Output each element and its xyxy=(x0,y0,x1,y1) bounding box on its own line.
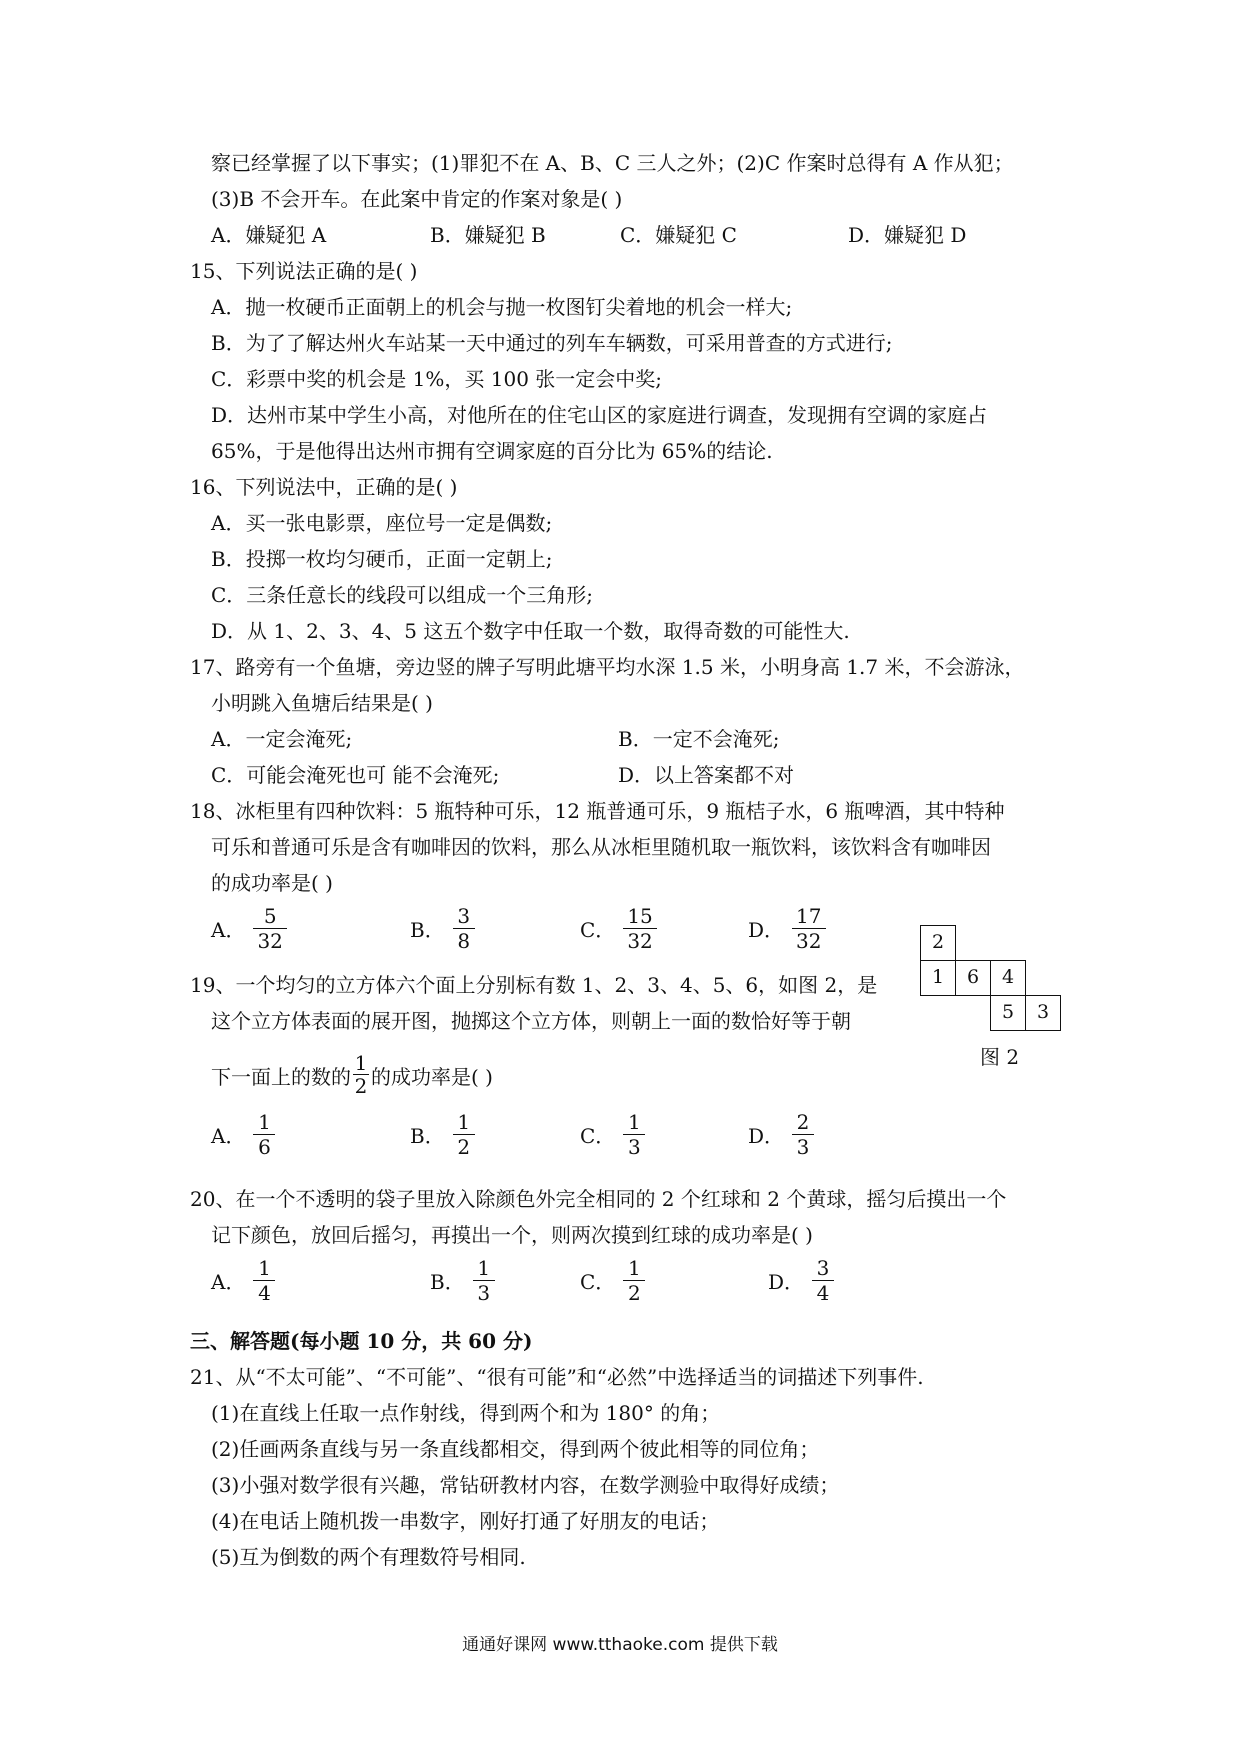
option-label: A． xyxy=(211,1270,246,1294)
denominator: 3 xyxy=(477,1281,491,1305)
option-label: C． xyxy=(580,918,616,942)
option-label: B． xyxy=(410,918,445,942)
option-label: A． xyxy=(211,918,246,942)
q21-item: (1)在直线上任取一点作射线，得到两个和为 180° 的角； xyxy=(211,1401,721,1425)
q17-option-d: D．以上答案都不对 xyxy=(618,763,795,787)
q21-stem: 21、从“不太可能”、“不可能”、“很有可能”和“必然”中选择适当的词描述下列事件. xyxy=(190,1365,924,1389)
net-cell: 5 xyxy=(990,995,1026,1031)
q16-option-c: C．三条任意长的线段可以组成一个三角形; xyxy=(211,583,594,607)
q16-option-a: A．买一张电影票，座位号一定是偶数; xyxy=(211,511,553,535)
option-label: D． xyxy=(748,1124,785,1148)
q14-option-d: D．嫌疑犯 D xyxy=(848,223,967,247)
q17-line1: 17、路旁有一个鱼塘，旁边竖的牌子写明此塘平均水深 1.5 米，小明身高 1.7 米，不会游泳， xyxy=(190,655,1025,679)
q20-option-c xyxy=(580,1256,645,1305)
option-label: D． xyxy=(748,918,785,942)
numerator: 3 xyxy=(457,904,471,928)
fraction xyxy=(623,1110,645,1159)
option-label: D． xyxy=(768,1270,805,1294)
q14-option-a: A．嫌疑犯 A xyxy=(211,223,327,247)
q18-option-b xyxy=(410,904,475,953)
q20-line1: 20、在一个不透明的袋子里放入除颜色外完全相同的 2 个红球和 2 个黄球，摇匀后摸出一个 xyxy=(190,1187,1007,1211)
fraction xyxy=(812,1256,834,1305)
q16-option-d: D．从 1、2、3、4、5 这五个数字中任取一个数，取得奇数的可能性大. xyxy=(211,619,850,643)
q14-line1: 察已经掌握了以下事实；(1)罪犯不在 A、B、C 三人之外；(2)C 作案时总得有 A 作从犯； xyxy=(211,151,1014,175)
fraction xyxy=(792,1110,814,1159)
net-cell: 3 xyxy=(1025,995,1061,1031)
inline-fraction xyxy=(353,1052,369,1097)
numerator: 1 xyxy=(258,1256,271,1280)
q14-option-c: C．嫌疑犯 C xyxy=(620,223,737,247)
q17-option-a: A．一定会淹死; xyxy=(211,727,353,751)
q14-option-b: B．嫌疑犯 B xyxy=(430,223,546,247)
q19-line1: 19、一个均匀的立方体六个面上分别标有数 1、2、3、4、5、6，如图 2，是 xyxy=(190,973,878,997)
denominator: 4 xyxy=(816,1281,830,1305)
q15-option-b: B．为了了解达州火车站某一天中通过的列车车辆数，可采用普查的方式进行; xyxy=(211,331,893,355)
figure-caption: 图 2 xyxy=(980,1045,1020,1069)
q16-option-b: B．投掷一枚均匀硬币，正面一定朝上; xyxy=(211,547,553,571)
numerator: 1 xyxy=(457,1110,471,1134)
denominator: 3 xyxy=(796,1135,810,1159)
fraction xyxy=(473,1256,495,1305)
net-cell: 1 xyxy=(920,960,956,996)
q19-line3 xyxy=(211,1051,493,1101)
fraction xyxy=(623,904,656,953)
q17-line2: 小明跳入鱼塘后结果是( ) xyxy=(211,691,433,715)
q15-stem: 15、下列说法正确的是( ) xyxy=(190,259,418,283)
numerator: 1 xyxy=(354,1051,368,1075)
denominator: 2 xyxy=(354,1074,368,1098)
net-cell: 6 xyxy=(955,960,991,996)
q17-option-b: B．一定不会淹死; xyxy=(618,727,780,751)
denominator: 4 xyxy=(258,1281,271,1305)
q18-line3: 的成功率是( ) xyxy=(211,871,333,895)
numerator: 1 xyxy=(258,1110,271,1134)
q18-line2: 可乐和普通可乐是含有咖啡因的饮料，那么从冰柜里随机取一瓶饮料，该饮料含有咖啡因 xyxy=(211,835,991,859)
option-label: A． xyxy=(211,1124,246,1148)
numerator: 3 xyxy=(816,1256,830,1280)
q20-option-d xyxy=(768,1256,834,1305)
numerator: 5 xyxy=(263,904,277,928)
q18-option-d xyxy=(748,904,826,953)
fraction xyxy=(253,1256,275,1305)
q19-option-c xyxy=(580,1110,645,1159)
q15-option-d-line1: D．达州市某中学生小高，对他所在的住宅山区的家庭进行调查，发现拥有空调的家庭占 xyxy=(211,403,988,427)
denominator: 32 xyxy=(627,929,653,953)
q19-line3-post: 的成功率是( ) xyxy=(371,1065,493,1089)
option-label: B． xyxy=(430,1270,465,1294)
q19-option-d xyxy=(748,1110,814,1159)
q21-item: (5)互为倒数的两个有理数符号相同. xyxy=(211,1545,526,1569)
q20-option-b xyxy=(430,1256,495,1305)
page-footer: 通通好课网 www.tthaoke.com 提供下载 xyxy=(462,1635,778,1655)
q15-option-c: C．彩票中奖的机会是 1%，买 100 张一定会中奖; xyxy=(211,367,663,391)
q19-option-a xyxy=(211,1110,275,1159)
q21-item: (3)小强对数学很有兴趣，常钻研教材内容，在数学测验中取得好成绩； xyxy=(211,1473,840,1497)
net-cell: 2 xyxy=(920,925,956,961)
numerator: 1 xyxy=(477,1256,491,1280)
q16-stem: 16、下列说法中，正确的是( ) xyxy=(190,475,458,499)
q15-option-a: A．抛一枚硬币正面朝上的机会与抛一枚图钉尖着地的机会一样大; xyxy=(211,295,793,319)
q15-option-d-line2: 65%，于是他得出达州市拥有空调家庭的百分比为 65%的结论. xyxy=(211,439,773,463)
q14-line2: (3)B 不会开车。在此案中肯定的作案对象是( ) xyxy=(211,187,623,211)
q19-option-b xyxy=(410,1110,475,1159)
fraction xyxy=(253,1110,275,1159)
q21-item: (4)在电话上随机拨一串数字，刚好打通了好朋友的电话； xyxy=(211,1509,720,1533)
numerator: 2 xyxy=(796,1110,810,1134)
net-cell: 4 xyxy=(990,960,1026,996)
option-label: B． xyxy=(410,1124,445,1148)
section-heading: 三、解答题(每小题 10 分，共 60 分) xyxy=(190,1329,533,1353)
q19-line3-pre: 下一面上的数的 xyxy=(211,1065,351,1089)
q18-option-a xyxy=(211,904,287,953)
numerator: 15 xyxy=(627,904,653,928)
fraction xyxy=(792,904,825,953)
denominator: 8 xyxy=(457,929,471,953)
fraction xyxy=(623,1256,645,1305)
q21-item: (2)任画两条直线与另一条直线都相交，得到两个彼此相等的同位角； xyxy=(211,1437,820,1461)
denominator: 2 xyxy=(457,1135,471,1159)
numerator: 1 xyxy=(627,1110,641,1134)
q17-option-c: C．可能会淹死也可 能不会淹死; xyxy=(211,763,500,787)
numerator: 1 xyxy=(627,1256,641,1280)
denominator: 3 xyxy=(627,1135,641,1159)
q19-line2: 这个立方体表面的展开图，抛掷这个立方体，则朝上一面的数恰好等于朝 xyxy=(211,1009,851,1033)
q20-option-a xyxy=(211,1256,275,1305)
denominator: 32 xyxy=(257,929,283,953)
q18-line1: 18、冰柜里有四种饮料：5 瓶特种可乐，12 瓶普通可乐，9 瓶桔子水，6 瓶啤酒，其中特种 xyxy=(190,799,1005,823)
denominator: 32 xyxy=(796,929,822,953)
option-label: C． xyxy=(580,1124,616,1148)
denominator: 2 xyxy=(627,1281,641,1305)
q18-option-c xyxy=(580,904,657,953)
fraction xyxy=(453,904,475,953)
numerator: 17 xyxy=(796,904,822,928)
fraction xyxy=(453,1110,475,1159)
option-label: C． xyxy=(580,1270,616,1294)
denominator: 6 xyxy=(258,1135,271,1159)
q20-line2: 记下颜色，放回后摇匀，再摸出一个，则两次摸到红球的成功率是( ) xyxy=(211,1223,813,1247)
fraction xyxy=(253,904,286,953)
